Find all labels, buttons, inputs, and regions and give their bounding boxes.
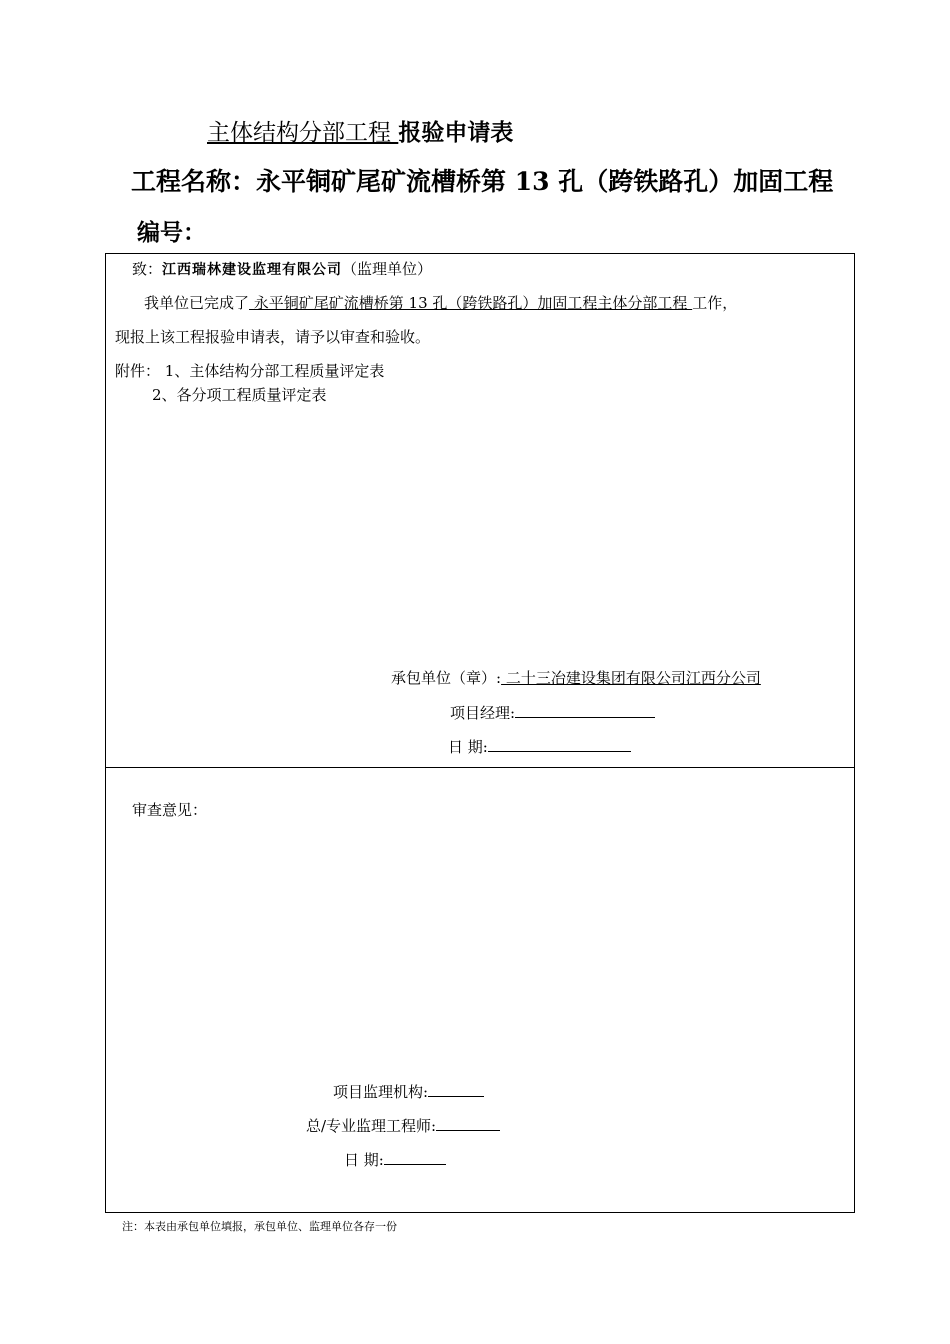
- title-subject: 主体结构分部工程: [207, 120, 399, 146]
- completion-statement: 我单位已完成了 永平铜矿尾矿流槽桥第 13 孔（跨铁路孔）加固工程主体分部工程 工作，: [144, 294, 738, 312]
- work-description: 永平铜矿尾矿流槽桥第 13 孔（跨铁路孔）加固工程主体分部工程: [249, 294, 693, 312]
- review-date-line: 日 期:: [344, 1149, 446, 1170]
- form-number-label: 编号：: [137, 219, 206, 246]
- addressee-line: 致：江西瑞林建设监理有限公司（监理单位）: [132, 260, 433, 278]
- footer-note: 注：本表由承包单位填报，承包单位、监理单位各存一份: [122, 1220, 397, 1233]
- attachment-1: 1、主体结构分部工程质量评定表: [164, 362, 385, 380]
- review-date-field[interactable]: [384, 1164, 446, 1165]
- attachments: 附件： 1、主体结构分部工程质量评定表: [115, 362, 385, 380]
- contractor-name: 二十三冶建设集团有限公司江西分公司: [501, 669, 761, 687]
- engineer-signature-field[interactable]: [436, 1130, 500, 1131]
- request-statement: 现报上该工程报验申请表，请予以审查和验收。: [115, 328, 431, 346]
- review-section: [105, 767, 855, 1213]
- title-form-name: 报验申请表: [398, 119, 514, 146]
- engineer-line: 总/专业监理工程师:: [306, 1115, 500, 1136]
- manager-line: 项目经理:: [450, 702, 655, 723]
- supervision-org-field[interactable]: [428, 1096, 484, 1097]
- contractor-date-line: 日 期:: [448, 736, 631, 757]
- contractor-line: 承包单位（章）: 二十三冶建设集团有限公司江西分公司: [391, 669, 761, 687]
- form-title: [207, 114, 513, 147]
- application-section: [105, 253, 855, 768]
- review-opinion-label: 审查意见：: [132, 801, 208, 819]
- attachment-2: 2、各分项工程质量评定表: [152, 386, 327, 404]
- project-name: 工程名称：永平铜矿尾矿流槽桥第 13 孔（跨铁路孔）加固工程: [131, 167, 834, 196]
- contractor-date-field[interactable]: [488, 751, 631, 752]
- supervisor-org: 江西瑞林建设监理有限公司: [162, 262, 343, 278]
- supervision-org-line: 项目监理机构:: [333, 1081, 484, 1102]
- manager-signature-field[interactable]: [515, 717, 655, 718]
